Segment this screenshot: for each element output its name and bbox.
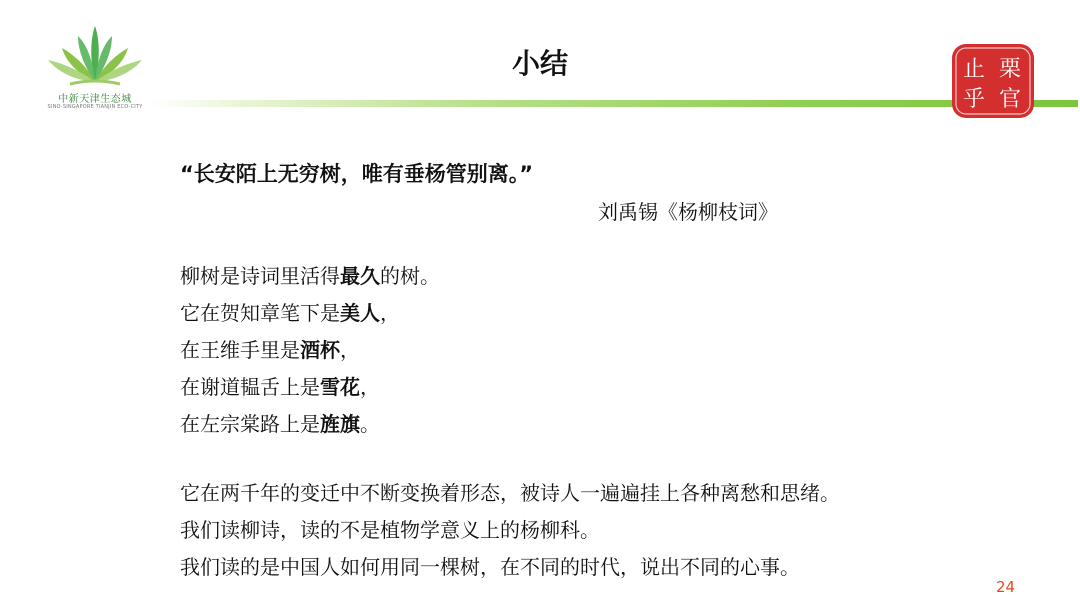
list-item [180, 258, 440, 295]
emphasis-text: 雪花 [320, 375, 360, 399]
summary-paragraph [180, 475, 840, 586]
line-text: 它在贺知章笔下是 [180, 301, 340, 325]
svg-text:官: 官 [998, 87, 1022, 112]
logo-text: 中新天津生态城 [58, 94, 132, 105]
list-item [180, 406, 440, 443]
svg-text:止: 止 [962, 57, 986, 82]
line-text: 在王维手里是 [180, 338, 300, 362]
page-number: 24 [996, 578, 1016, 596]
paragraph-line: 它在两千年的变迁中不断变换着形态，被诗人一遍遍挂上各种离愁和思绪。 [180, 481, 840, 505]
red-seal-stamp [950, 42, 1036, 120]
list-item [180, 332, 440, 369]
line-text: 在左宗棠路上是 [180, 412, 320, 436]
willow-roles-list [180, 258, 440, 443]
line-text: ， [360, 375, 380, 399]
emphasis-text: 酒杯 [300, 338, 340, 362]
header-divider [150, 100, 1078, 107]
line-text: 。 [360, 412, 380, 436]
emphasis-text: 最久 [340, 264, 380, 288]
svg-text:栗: 栗 [998, 57, 1022, 82]
poem-quote: “长安陌上无穷树，唯有垂杨管别离。” [180, 162, 534, 186]
emphasis-text: 旌旗 [320, 412, 360, 436]
paragraph-line: 我们读柳诗，读的不是植物学意义上的杨柳科。 [180, 518, 600, 542]
svg-text:乎: 乎 [962, 87, 986, 112]
quote-attribution: 刘禹锡《杨柳枝词》 [598, 200, 778, 224]
list-item [180, 295, 440, 332]
paragraph-line: 我们读的是中国人如何用同一棵树，在不同的时代，说出不同的心事。 [180, 555, 800, 579]
logo-subtext: SINO-SINGAPORE TIANJIN ECO-CITY [47, 104, 143, 110]
list-item [180, 369, 440, 406]
line-text: 在谢道韫舌上是 [180, 375, 320, 399]
line-text: ， [340, 338, 360, 362]
slide-title: 小结 [511, 47, 568, 80]
line-text: ， [380, 301, 400, 325]
line-text: 柳树是诗词里活得 [180, 264, 340, 288]
line-text: 的树。 [380, 264, 440, 288]
emphasis-text: 美人 [340, 301, 380, 325]
